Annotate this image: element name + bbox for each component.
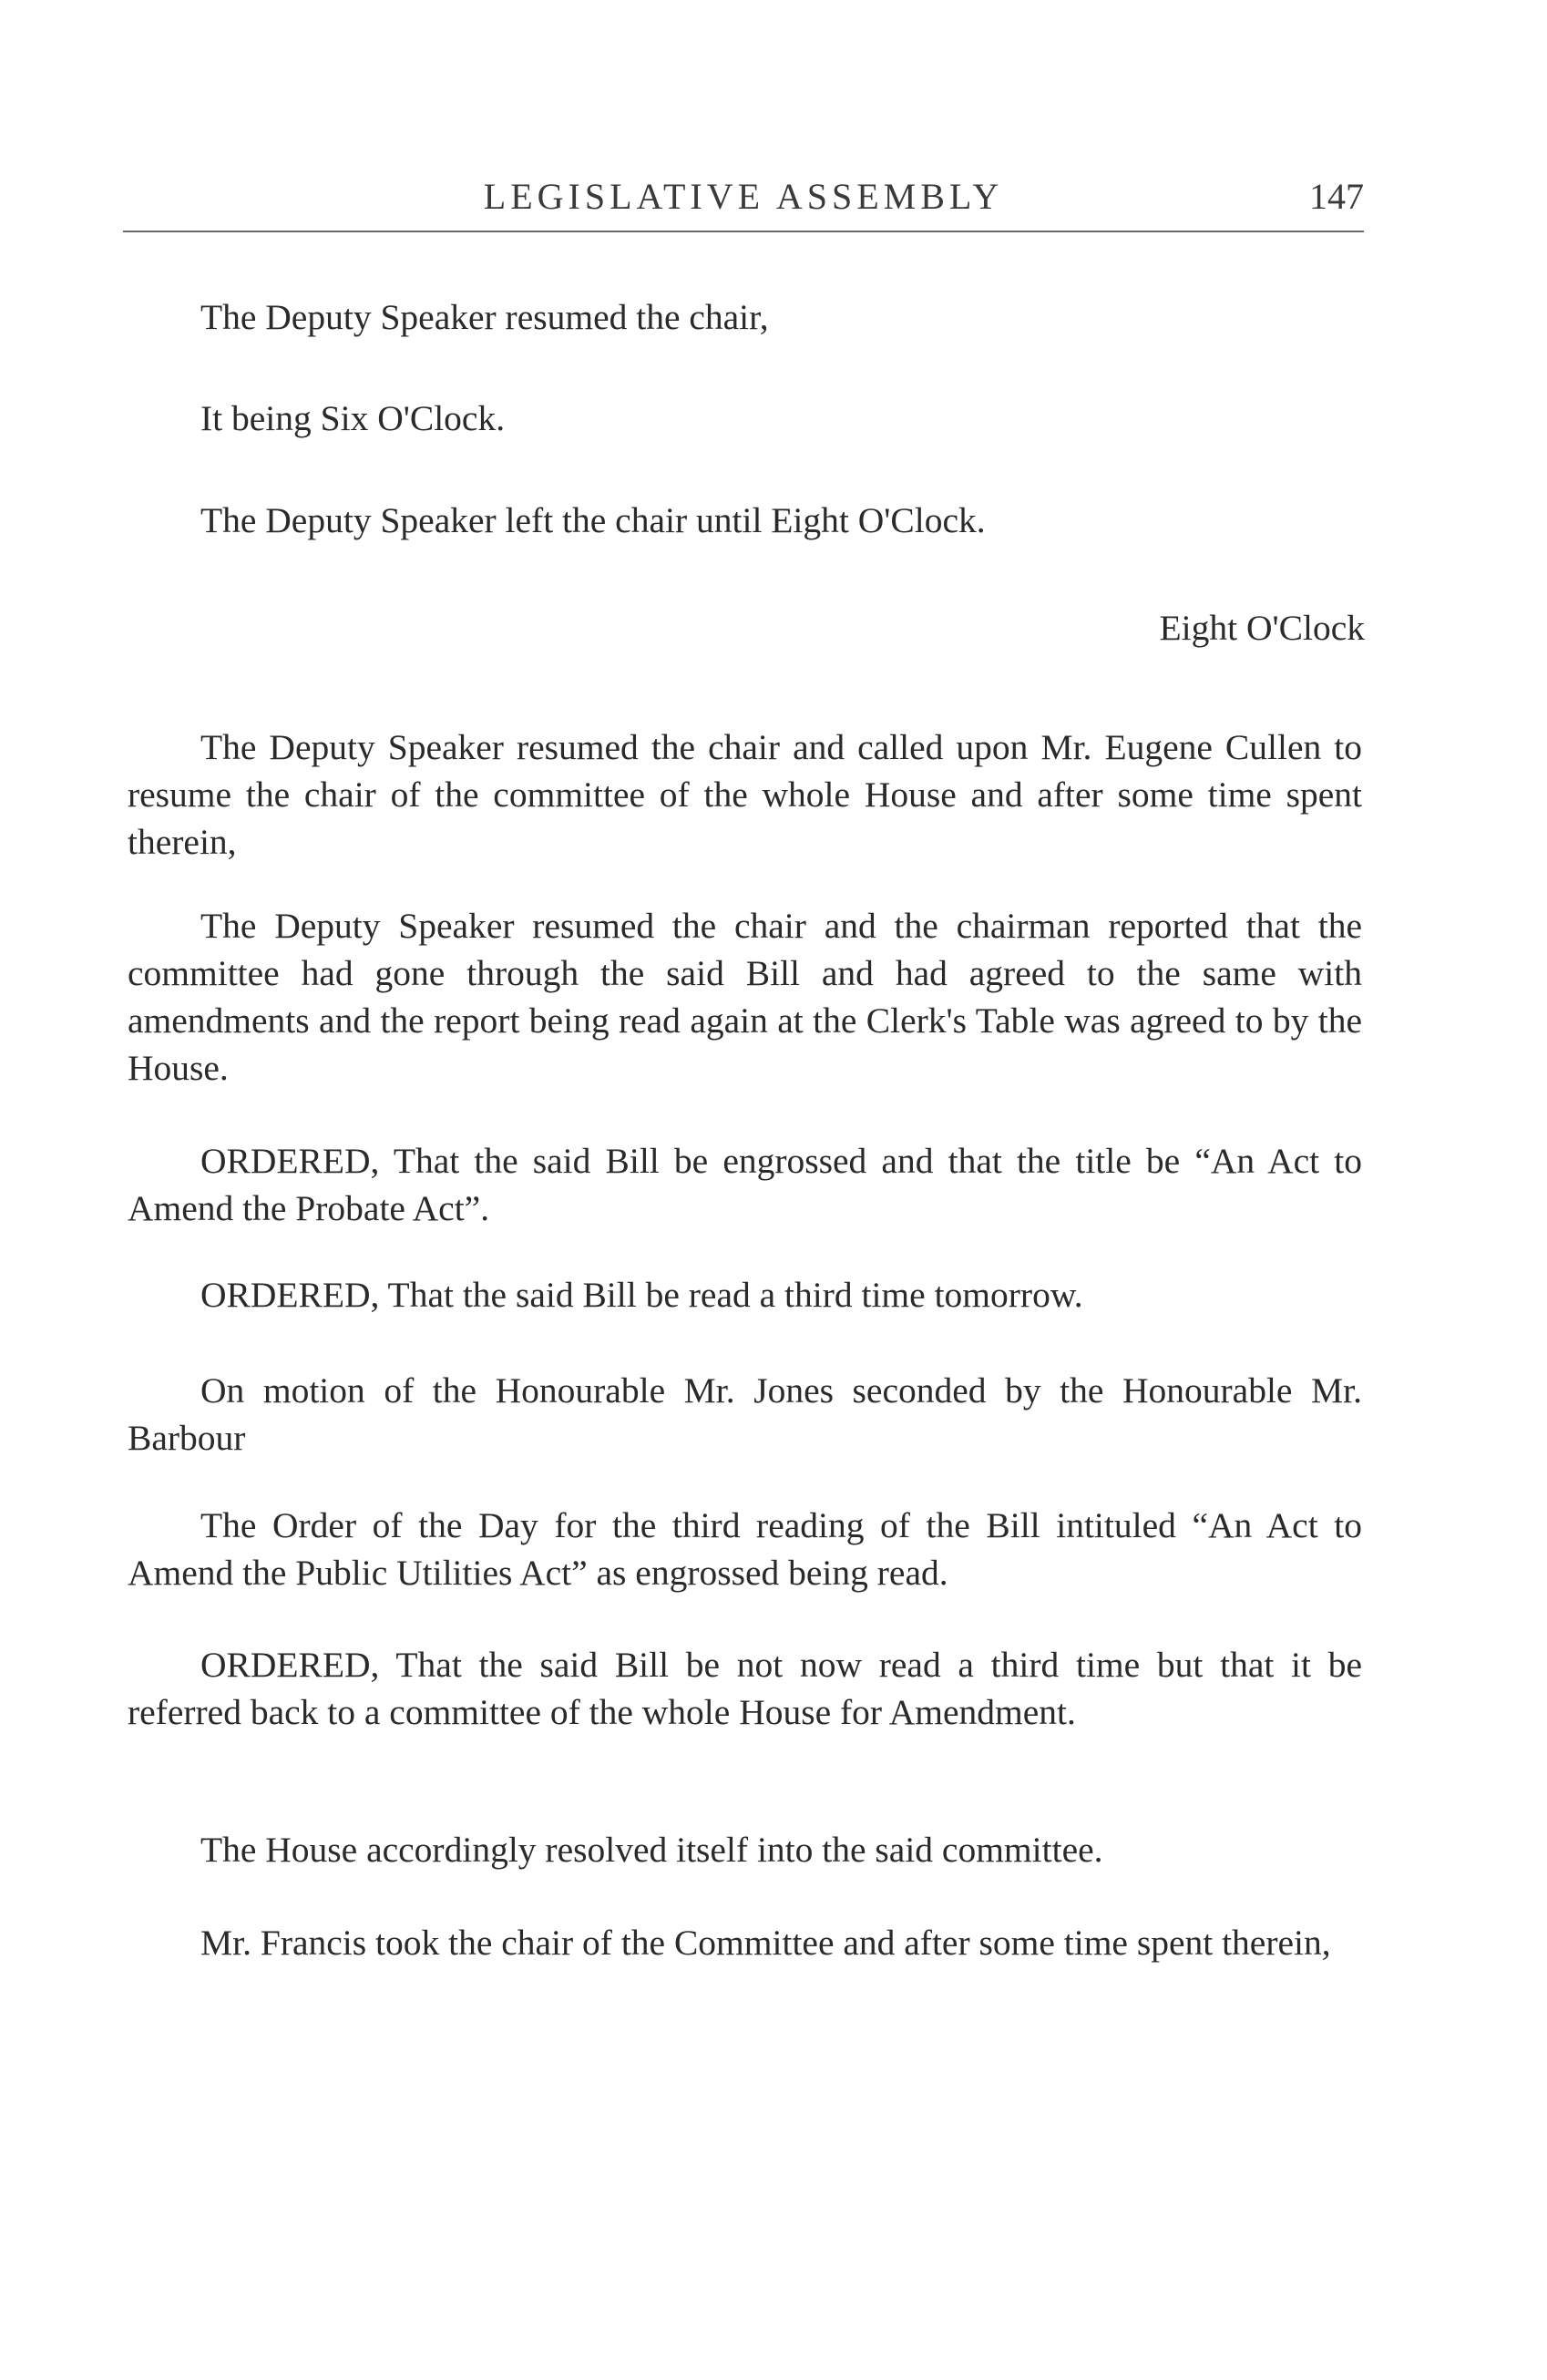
- paragraph-ordered-referred-back: ORDERED, That the said Bill be not now read a third time but that it be referred back to a committee of the whole House for Amendment.: [128, 1645, 1362, 1732]
- paragraph-left-chair: The Deputy Speaker left the chair until Eight O'Clock.: [200, 500, 986, 540]
- paragraph-six-oclock: It being Six O'Clock.: [200, 398, 506, 438]
- page-header: [123, 175, 1364, 230]
- paragraph-called-upon-cullen: The Deputy Speaker resumed the chair and called upon Mr. Eugene Cullen to resume the chair of the committee of the whole House and after some time spent therein,: [128, 727, 1362, 862]
- paragraph-deputy-speaker-resumed: The Deputy Speaker resumed the chair,: [200, 297, 769, 337]
- paragraph-francis-took-chair: Mr. Francis took the chair of the Committee and after some time spent therein,: [200, 1923, 1331, 1963]
- running-title: LEGISLATIVE ASSEMBLY: [483, 176, 1004, 217]
- paragraph-order-of-day: The Order of the Day for the third reading of the Bill intituled “An Act to Amend the Public Utilities Act” as engrossed being read.: [128, 1505, 1362, 1593]
- paragraph-chairman-reported: The Deputy Speaker resumed the chair and the chairman reported that the committee had gone through the said Bill and had agreed to the same with amendments and the report being read again at the Clerk's Table was agreed to by the House.: [128, 906, 1362, 1088]
- paragraph-ordered-third-reading: ORDERED, That the said Bill be read a third time tomorrow.: [200, 1275, 1083, 1315]
- paragraph-ordered-engrossed: ORDERED, That the said Bill be engrossed and that the title be “An Act to Amend the Probate Act”.: [128, 1141, 1362, 1228]
- paragraph-house-resolved: The House accordingly resolved itself into the said committee.: [200, 1830, 1103, 1870]
- header-rule: [123, 231, 1364, 232]
- page-number: 147: [1309, 176, 1364, 217]
- paragraph-motion-jones: On motion of the Honourable Mr. Jones seconded by the Honourable Mr. Barbour: [128, 1370, 1362, 1458]
- time-heading-eight-oclock: Eight O'Clock: [1159, 608, 1365, 648]
